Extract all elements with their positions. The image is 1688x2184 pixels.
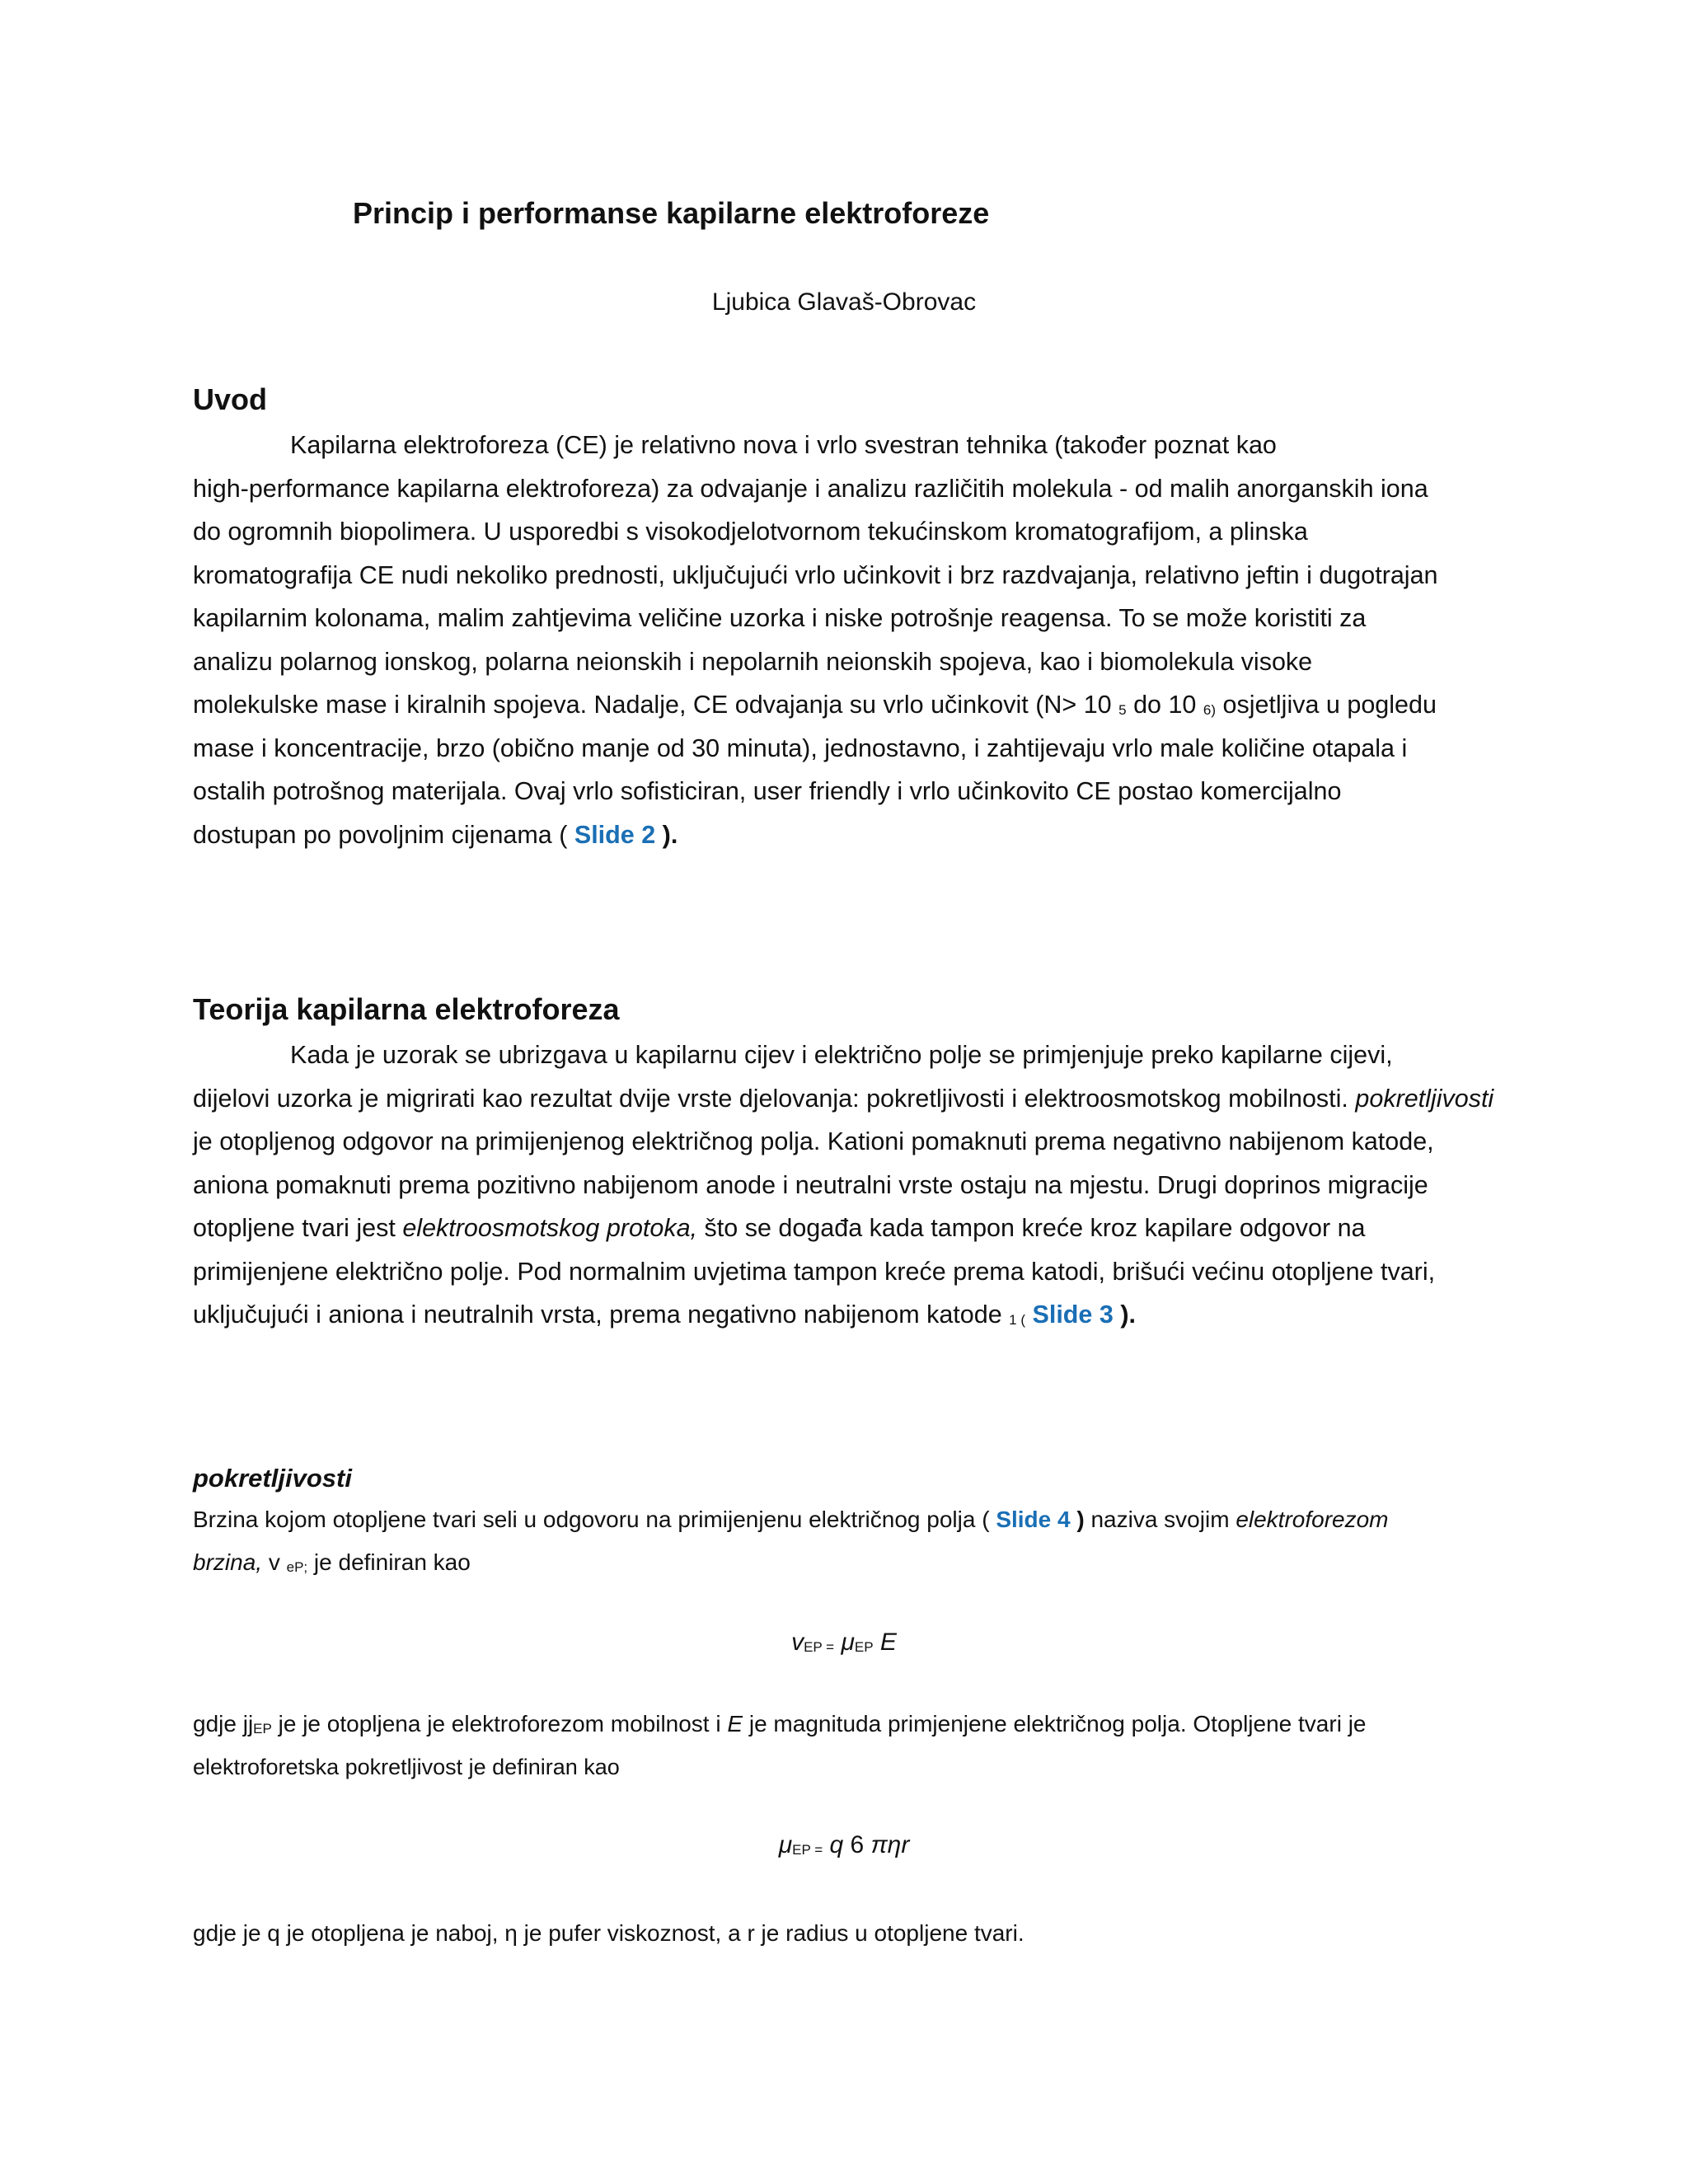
text-run: do 10 bbox=[1133, 691, 1197, 719]
footnote-marker: 1 ( bbox=[1009, 1312, 1026, 1328]
paragraph-teorija bbox=[193, 1033, 1561, 1337]
uvod-line bbox=[193, 813, 1561, 857]
slide-4-link[interactable]: Slide 4 bbox=[996, 1507, 1071, 1532]
text-run: je je otopljena je elektroforezom mobilnost i bbox=[278, 1711, 721, 1736]
symbol-q: q bbox=[829, 1831, 844, 1858]
teorija-line: primijenjene električno polje. Pod normalnim uvjetima tampon kreće prema katodi, brišući većinu otopljene tvari, bbox=[193, 1257, 1436, 1286]
subscript: EP bbox=[854, 1639, 874, 1655]
italic-term: elektroosmotskog protoka, bbox=[402, 1214, 698, 1242]
slide-3-link[interactable]: Slide 3 bbox=[1032, 1301, 1114, 1329]
slide-2-link[interactable]: Slide 2 bbox=[574, 820, 656, 849]
teorija-line bbox=[193, 1207, 1561, 1250]
subscript: EP = bbox=[804, 1639, 835, 1655]
text-run: ) bbox=[1076, 1507, 1085, 1532]
teorija-line: je otopljenog odgovor na primijenjenog električnog polja. Kationi pomaknuti prema negativno nabijenom katode, bbox=[193, 1127, 1434, 1155]
text-run: otopljene tvari jest bbox=[193, 1214, 396, 1242]
symbol-pi-eta-r: πηr bbox=[870, 1831, 910, 1858]
text-run: je definiran kao bbox=[313, 1549, 471, 1575]
text-run: molekulske mase i kiralnih spojeva. Nadalje, CE odvajanja su vrlo učinkovit (N> 10 bbox=[193, 691, 1112, 719]
uvod-line: do ogromnih biopolimera. U usporedbi s visokodjelotvornom tekućinskom kromatografijom, a plinska bbox=[193, 518, 1308, 546]
subscript: eP; bbox=[286, 1559, 308, 1575]
text-run: Brzina kojom otopljene tvari seli u odgovoru na primijenjenu električnog polja ( bbox=[193, 1507, 990, 1532]
italic-term: elektroforezom bbox=[1236, 1507, 1389, 1532]
subscript: EP = bbox=[792, 1842, 823, 1858]
teorija-line bbox=[193, 1077, 1561, 1121]
uvod-line: high-performance kapilarna elektroforeza) za odvajanje i analizu različitih molekula - od malih anorganskih iona bbox=[193, 474, 1428, 503]
section-heading-uvod: Uvod bbox=[193, 382, 267, 416]
symbol-mu: μ bbox=[841, 1629, 855, 1656]
text-run: gdje jj bbox=[193, 1711, 254, 1736]
pokretljivosti-line: gdje je q je otopljena je naboj, η je pufer viskoznost, a r je radius u otopljene tvari. bbox=[193, 1920, 1025, 1946]
teorija-line: Kada je uzorak se ubrizgava u kapilarnu cijev i električno polje se primjenjuje preko kapilarne cijevi, bbox=[290, 1041, 1393, 1069]
text-run: naziva svojim bbox=[1090, 1507, 1230, 1532]
exponent: 5 bbox=[1118, 702, 1127, 718]
uvod-line: Kapilarna elektroforeza (CE) je relativno nova i vrlo svestran tehnika (također poznat kao bbox=[290, 431, 1277, 459]
subscript: EP bbox=[253, 1721, 272, 1736]
uvod-line bbox=[193, 683, 1561, 727]
text-run: je magnituda primjenjene električnog polja. Otopljene tvari je bbox=[748, 1711, 1367, 1736]
document-title: Princip i performanse kapilarne elektroforeze bbox=[353, 196, 990, 230]
text-run: osjetljiva u pogledu bbox=[1222, 691, 1437, 719]
paragraph-pokretljivosti-3 bbox=[193, 1912, 1561, 1955]
symbol-v: v bbox=[268, 1549, 280, 1575]
symbol-e: E bbox=[727, 1711, 743, 1736]
uvod-line: analizu polarnog ionskog, polarna neionskih i nepolarnih neionskih spojeva, kao i biomolekula visoke bbox=[193, 647, 1313, 676]
section-heading-pokretljivosti: pokretljivosti bbox=[193, 1464, 352, 1493]
text-run: uključujući i aniona i neutralnih vrsta, prema negativno nabijenom katode bbox=[193, 1301, 1002, 1329]
text-run: što se događa kada tampon kreće kroz kapilare odgovor na bbox=[704, 1214, 1366, 1242]
text-run: ). bbox=[662, 820, 678, 849]
number-six: 6 bbox=[850, 1831, 865, 1858]
symbol-mu: μ bbox=[778, 1831, 793, 1858]
pokretljivosti-line bbox=[193, 1498, 1561, 1541]
text-run: dijelovi uzorka je migrirati kao rezultat dvije vrste djelovanja: pokretljivosti i elektroosmotskog mobilnosti. bbox=[193, 1084, 1348, 1113]
formula-velocity bbox=[0, 1629, 1688, 1657]
pokretljivosti-line bbox=[193, 1541, 1561, 1584]
pokretljivosti-line bbox=[193, 1703, 1561, 1746]
text-run: ). bbox=[1120, 1301, 1136, 1329]
teorija-line bbox=[193, 1293, 1561, 1337]
uvod-line: kromatografija CE nudi nekoliko prednosti, uključujući vrlo učinkovit i brz razdvajanja, relativno jeftin i dugotrajan bbox=[193, 560, 1438, 589]
section-heading-teorija: Teorija kapilarna elektroforeza bbox=[193, 992, 620, 1026]
symbol-e: E bbox=[879, 1629, 897, 1656]
symbol-v: v bbox=[791, 1629, 804, 1656]
paragraph-pokretljivosti-2 bbox=[193, 1703, 1561, 1788]
uvod-line: mase i koncentracije, brzo (obično manje od 30 minuta), jednostavno, i zahtijevaju vrlo male količine otapala i bbox=[193, 733, 1408, 762]
uvod-line: kapilarnim kolonama, malim zahtjevima veličine uzorka i niske potrošnje reagensa. To se može koristiti za bbox=[193, 604, 1367, 632]
pokretljivosti-line: elektroforetska pokretljivost je definiran kao bbox=[193, 1755, 620, 1779]
text-run: dostupan po povoljnim cijenama ( bbox=[193, 820, 568, 849]
document-author: Ljubica Glavaš-Obrovac bbox=[711, 288, 977, 316]
formula-mobility bbox=[0, 1831, 1688, 1859]
italic-term: pokretljivosti bbox=[1355, 1084, 1494, 1113]
teorija-line: aniona pomaknuti prema pozitivno nabijenom anode i neutralni vrste ostaju na mjestu. Drugi doprinos migracije bbox=[193, 1170, 1428, 1199]
paragraph-pokretljivosti-1 bbox=[193, 1498, 1561, 1584]
paragraph-uvod bbox=[193, 424, 1561, 856]
exponent: 6) bbox=[1203, 702, 1216, 718]
italic-term: brzina, bbox=[193, 1549, 263, 1575]
uvod-line: ostalih potrošnog materijala. Ovaj vrlo sofisticiran, user friendly i vrlo učinkovito CE postao komercijalno bbox=[193, 777, 1342, 805]
